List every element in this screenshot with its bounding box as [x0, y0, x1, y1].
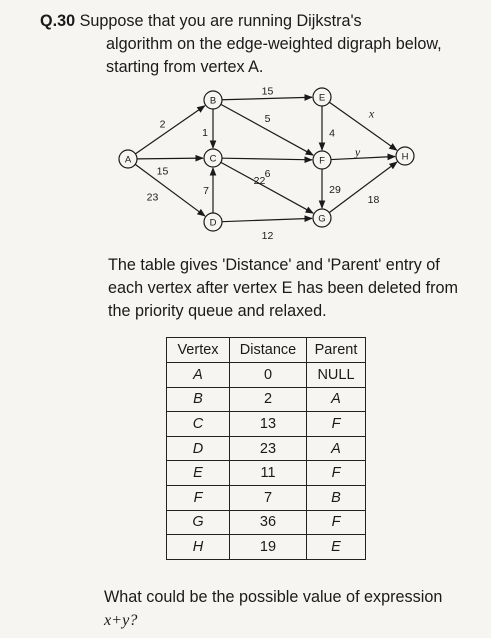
header-vertex: Vertex [167, 338, 230, 363]
table-header-row [167, 338, 366, 363]
distance-cell: 0 [230, 363, 307, 388]
table-row [167, 412, 366, 437]
parent-cell: F [307, 461, 366, 486]
node-label-E: E [318, 92, 326, 104]
paragraph-line-1: The table gives 'Distance' and 'Parent' entry of [108, 256, 440, 274]
final-question [104, 586, 491, 632]
edge-label-F-H: y [354, 145, 361, 159]
parent-cell: A [307, 436, 366, 461]
distance-cell: 19 [230, 535, 307, 560]
edge-label-A-C: 15 [156, 165, 169, 178]
parent-cell: B [307, 485, 366, 510]
distance-cell: 23 [230, 436, 307, 461]
distance-table [166, 337, 366, 560]
edge-B-E [222, 97, 312, 99]
vertex-cell: F [167, 485, 230, 510]
vertex-cell: D [167, 436, 230, 461]
distance-cell: 11 [230, 461, 307, 486]
edge-E-H [329, 102, 397, 150]
edge-A-B [135, 106, 204, 154]
table-description [108, 254, 491, 323]
distance-cell: 13 [230, 412, 307, 437]
edge-label-C-G: 22 [253, 175, 266, 187]
edge-label-B-C: 1 [202, 127, 208, 139]
node-label-G: G [318, 213, 326, 225]
header-distance: Distance [230, 338, 307, 363]
table-row [167, 461, 366, 486]
vertex-cell: H [167, 535, 230, 560]
edge-label-F-G: 29 [329, 184, 341, 196]
vertex-cell: E [167, 461, 230, 486]
question-line-2: algorithm on the edge-weighted digraph below, [106, 35, 442, 53]
digraph [0, 0, 491, 250]
table-row [167, 485, 366, 510]
edge-label-A-B: 2 [159, 118, 166, 131]
edge-A-C [137, 158, 203, 159]
node-label-B: B [209, 95, 217, 107]
node-label-A: A [124, 154, 132, 166]
vertex-cell: C [167, 412, 230, 437]
paragraph-line-2: each vertex after vertex E has been deleted from [108, 279, 459, 297]
edge-F-H [331, 156, 395, 159]
table-row [167, 535, 366, 560]
vertex-cell: A [167, 363, 230, 388]
edge-A-D [135, 164, 205, 216]
parent-cell: F [307, 412, 366, 437]
parent-cell: NULL [307, 363, 366, 388]
distance-cell: 36 [230, 510, 307, 535]
node-label-H: H [401, 151, 409, 163]
edge-D-G [222, 218, 312, 221]
node-label-C: C [209, 153, 217, 165]
question-line-3: starting from vertex A. [106, 58, 264, 76]
edge-C-F [222, 158, 312, 160]
node-label-D: D [209, 217, 217, 229]
paragraph-line-3: the priority queue and relaxed. [108, 302, 327, 320]
edge-label-E-H: x [368, 106, 375, 121]
node-label-F: F [319, 155, 325, 167]
final-expression: x+y? [104, 611, 138, 629]
header-parent: Parent [307, 338, 366, 363]
edge-label-C-F: 6 [264, 168, 271, 180]
edge-label-B-F: 5 [264, 113, 271, 125]
vertex-cell: B [167, 387, 230, 412]
table-row [167, 387, 366, 412]
table-row [167, 363, 366, 388]
table-row [167, 436, 366, 461]
final-line-1: What could be the possible value of expression [104, 588, 443, 606]
edge-label-B-E: 15 [261, 85, 274, 98]
parent-cell: E [307, 535, 366, 560]
parent-cell: F [307, 510, 366, 535]
distance-cell: 7 [230, 485, 307, 510]
edge-label-G-H: 18 [367, 194, 380, 206]
edge-label-A-D: 23 [146, 191, 159, 204]
edge-label-D-G: 12 [261, 230, 274, 242]
vertex-cell: G [167, 510, 230, 535]
edge-label-E-F: 4 [329, 127, 335, 140]
edge-B-F [221, 104, 313, 155]
parent-cell: A [307, 387, 366, 412]
question-line-1: Suppose that you are running Dijkstra's [79, 12, 362, 30]
distance-cell: 2 [230, 387, 307, 412]
edge-label-D-C: 7 [203, 185, 209, 197]
table-row [167, 510, 366, 535]
question-number: Q.30 [40, 12, 76, 30]
